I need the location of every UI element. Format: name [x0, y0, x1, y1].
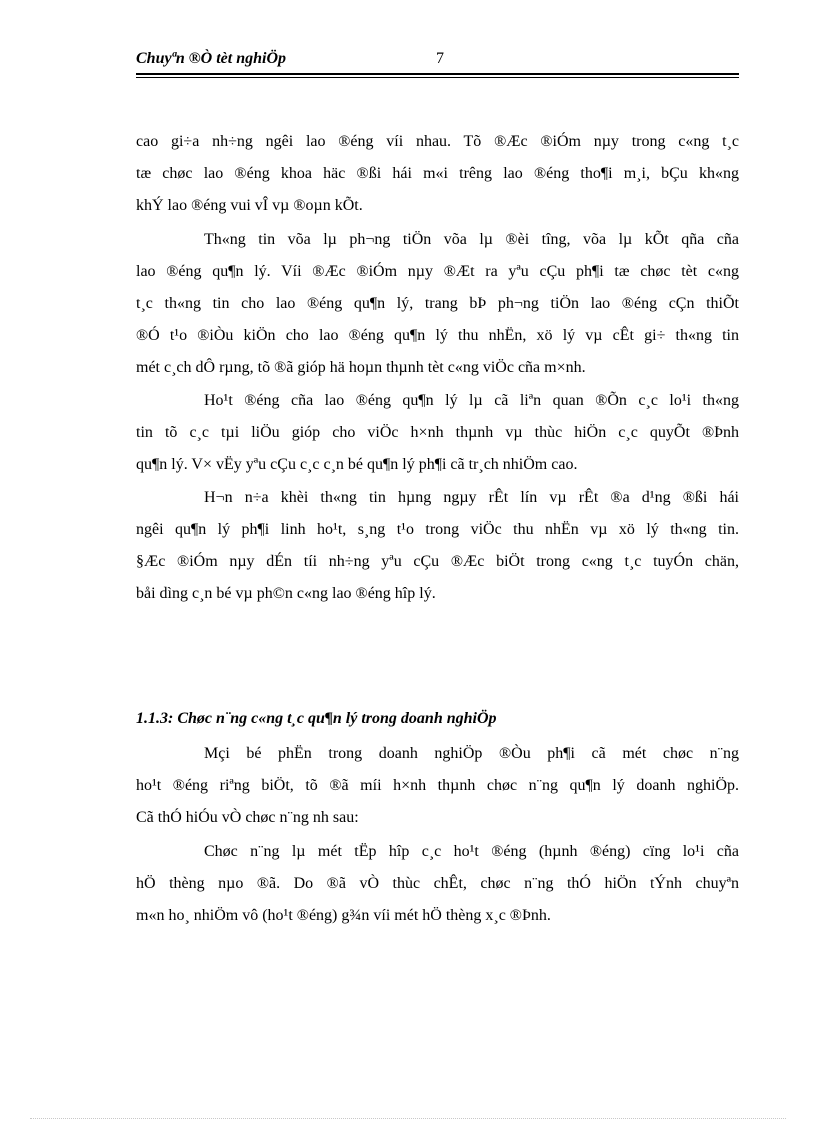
text-line: båi dìng c¸n bé vµ ph©n c«ng lao ®éng hîp lý.	[136, 585, 436, 602]
text-line: t¸c th«ng tin cho lao ®éng qu¶n lý, trang bÞ ph¬ng tiÖn lao ®éng cÇn thiÕt	[136, 295, 739, 312]
page-number: 7	[436, 50, 444, 67]
section-heading: 1.1.3: Chøc n¨ng c«ng t¸c qu¶n lý trong doanh nghiÖp	[136, 710, 497, 727]
text-line: hÖ thèng nµo ®ã. Do ®ã vÒ thùc chÊt, chøc n¨ng thÓ hiÖn tÝnh chuyªn	[136, 875, 739, 892]
running-header-title: Chuyªn ®Ò tèt nghiÖp	[136, 50, 287, 67]
text-line: H¬n n÷a khèi th«ng tin hµng ngµy rÊt lín vµ rÊt ®a d¹ng ®ßi hái	[204, 489, 739, 506]
text-line: cao gi÷a nh÷ng ngêi lao ®éng víi nhau. Tõ ®Æc ®iÓm nµy trong c«ng t¸c	[136, 133, 739, 150]
paragraph-3	[136, 385, 739, 481]
text-line: ho¹t ®éng riªng biÖt, tõ ®ã míi h×nh thµnh chøc n¨ng qu¶n lý doanh nghiÖp.	[136, 777, 739, 794]
paragraph-4	[136, 482, 739, 610]
text-line: tin tõ c¸c tµi liÖu gióp cho viÖc h×nh thµnh vµ thùc hiÖn c¸c quyÕt ®Þnh	[136, 424, 739, 441]
header-rule-thick	[136, 73, 739, 75]
text-line: khÝ lao ®éng vui vÎ vµ ®oµn kÕt.	[136, 197, 363, 214]
text-line: mét c¸ch dÔ rµng, tõ ®ã gióp hä hoµn thµnh tèt c«ng viÖc cña m×nh.	[136, 359, 586, 376]
text-line: §Æc ®iÓm nµy dÉn tíi nh÷ng yªu cÇu ®Æc biÖt trong c«ng t¸c tuyÓn chän,	[136, 553, 739, 570]
text-line: m«n ho¸ nhiÖm vô (ho¹t ®éng) g¾n víi mét hÖ thèng x¸c ®Þnh.	[136, 907, 551, 924]
text-line: Th«ng tin võa lµ ph¬ng tiÖn võa lµ ®èi tîng, võa lµ kÕt qña cña	[204, 231, 739, 248]
text-line: lao ®éng qu¶n lý. Víi ®Æc ®iÓm nµy ®Æt ra yªu cÇu ph¶i tæ chøc tèt c«ng	[136, 263, 739, 280]
text-line: Cã thÓ hiÓu vÒ chøc n¨ng nh sau:	[136, 809, 359, 826]
text-line: tæ chøc lao ®éng khoa häc ®ßi hái m«i trêng lao ®éng tho¶i m¸i, bÇu kh«ng	[136, 165, 739, 182]
text-line: Mçi bé phËn trong doanh nghiÖp ®Òu ph¶i cã mét chøc n¨ng	[204, 745, 739, 762]
header-rule-thin	[136, 77, 739, 78]
page-bottom-border	[30, 1118, 786, 1119]
text-line: ®Ó t¹o ®iÒu kiÖn cho lao ®éng qu¶n lý thu nhËn, xö lý vµ cÊt gi÷ th«ng tin	[136, 327, 739, 344]
section-paragraph-1	[136, 738, 739, 834]
text-line: Chøc n¨ng lµ mét tËp hîp c¸c ho¹t ®éng (hµnh ®éng) cïng lo¹i cña	[204, 843, 739, 860]
paragraph-1	[136, 126, 739, 222]
section-paragraph-2	[136, 836, 739, 932]
text-line: Ho¹t ®éng cña lao ®éng qu¶n lý lµ cã liªn quan ®Õn c¸c lo¹i th«ng	[204, 392, 739, 409]
text-line: qu¶n lý. V× vËy yªu cÇu c¸c c¸n bé qu¶n lý ph¶i cã tr¸ch nhiÖm cao.	[136, 456, 578, 473]
text-line: ngêi qu¶n lý ph¶i linh ho¹t, s¸ng t¹o trong viÖc thu nhËn vµ xö lý th«ng tin.	[136, 521, 739, 538]
paragraph-2	[136, 224, 739, 384]
